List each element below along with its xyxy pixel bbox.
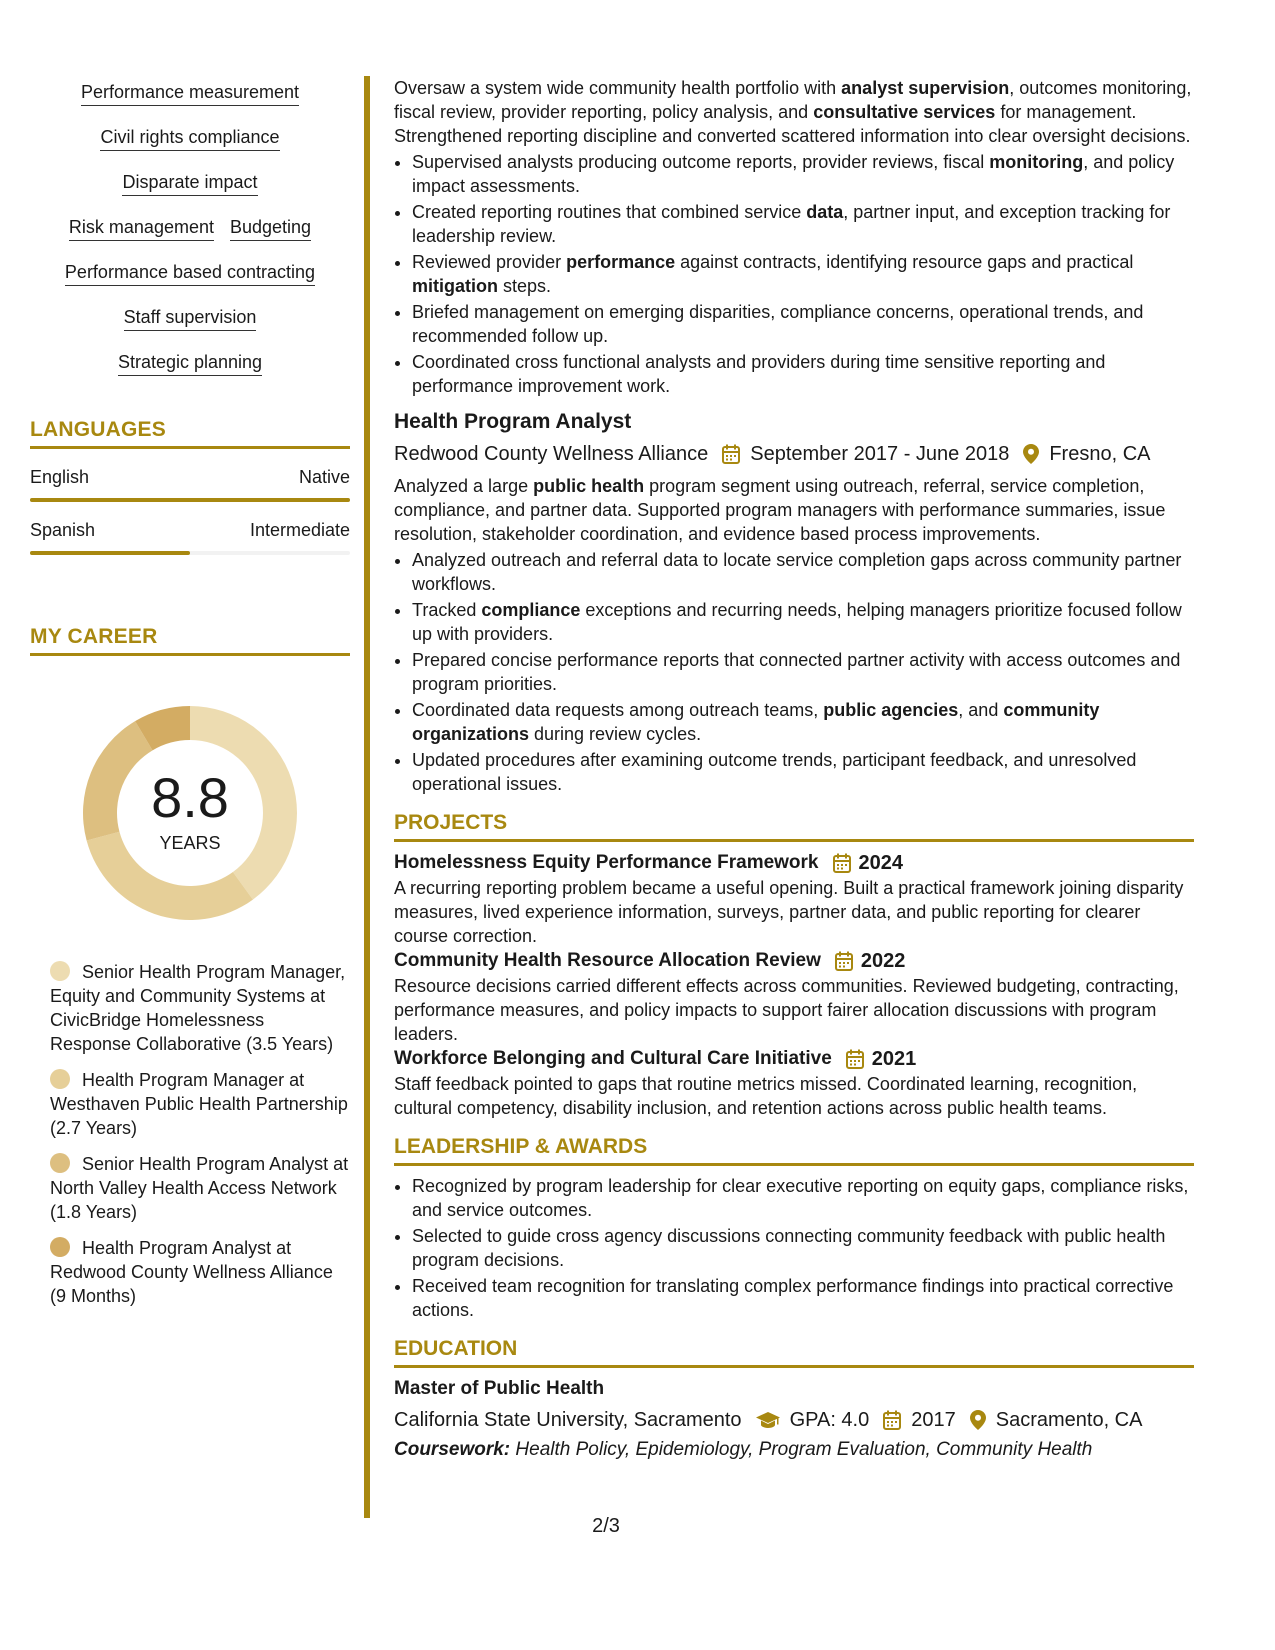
education-school: California State University, Sacramento <box>394 1409 742 1431</box>
legend-dot <box>50 1069 70 1089</box>
skill-tag: Performance measurement <box>81 80 299 106</box>
text: Reviewed provider <box>412 252 567 272</box>
skill-row <box>30 260 350 286</box>
skill-tag: Risk management <box>69 215 214 241</box>
language-bar <box>30 551 350 555</box>
language-bar <box>30 498 350 502</box>
skill-tag: Budgeting <box>230 215 311 241</box>
bold-text: analyst supervision <box>841 78 1010 98</box>
project-year: 2022 <box>860 950 906 972</box>
education-coursework <box>394 1438 1194 1462</box>
text: Coordinated cross functional analysts and providers during time sensitive reporting and performance improvement work. <box>412 352 1106 396</box>
career-heading: MY CAREER <box>30 625 350 656</box>
text: Created reporting routines that combined service <box>412 202 807 222</box>
skill-row <box>30 170 350 196</box>
language-row <box>30 467 350 488</box>
left-column <box>30 80 350 1320</box>
bold-text: performance <box>566 252 676 272</box>
text: , outcomes monitoring, fiscal review, provider reporting, policy analysis, and <box>394 78 1192 122</box>
text: steps. <box>498 276 552 296</box>
text: Analyzed outreach and referral data to locate service completion gaps across community partner workflows. <box>412 550 1182 594</box>
coursework-label: Coursework: <box>394 1439 511 1460</box>
column-divider <box>364 76 370 1518</box>
career-legend-item <box>50 960 350 1056</box>
project-name: Workforce Belonging and Cultural Care Initiative <box>394 1048 832 1069</box>
job-1-bullet <box>412 150 1194 198</box>
projects-list <box>394 850 1194 1120</box>
job-2-meta <box>394 440 1194 468</box>
leadership-item: • Received team recognition for translating complex performance findings into practical corrective actions. <box>412 1274 1194 1322</box>
job-2-bullet <box>412 748 1194 796</box>
career-role-label: Health Program Analyst at Redwood County Wellness Alliance (9 Months) <box>50 1238 333 1306</box>
bold-text: public agencies <box>823 700 959 720</box>
leadership-heading: LEADERSHIP & AWARDS <box>394 1134 1194 1166</box>
text: Briefed management on emerging disparities, compliance concerns, operational trends, and recommended follow up. <box>412 302 1144 346</box>
text: , partner input, and exception tracking for leadership review. <box>412 202 1171 246</box>
job-2-bullet <box>412 598 1194 646</box>
language-name: Spanish <box>30 520 96 540</box>
languages-section <box>30 418 350 555</box>
skill-row <box>30 305 350 331</box>
coursework-list: Health Policy, Epidemiology, Program Evaluation, Community Health <box>515 1439 1093 1460</box>
text: Supervised analysts producing outcome reports, provider reviews, fiscal <box>412 152 990 172</box>
calendar-icon <box>835 951 853 971</box>
career-legend-item <box>50 1152 350 1224</box>
languages-heading: LANGUAGES <box>30 418 350 449</box>
education-year: 2017 <box>911 1409 956 1431</box>
legend-dot <box>50 1237 70 1257</box>
job-2-dates: September 2017 - June 2018 <box>750 443 1010 465</box>
skill-row <box>30 215 350 241</box>
project-item <box>394 1046 1194 1120</box>
project-title <box>394 948 1194 974</box>
text: Prepared concise performance reports that connected partner activity with access outcomes and program priorities. <box>412 650 1181 694</box>
job-2-bullet <box>412 698 1194 746</box>
bold-text: consultative services <box>813 102 996 122</box>
project-description: A recurring reporting problem became a useful opening. Built a practical framework joining disparity measures, lived experience information, surveys, partner data, and public reporting for clearer course correction. <box>394 878 1184 946</box>
text: program segment using outreach, referral, service completion, compliance, and partner data. Supported program managers with performance summaries, issue resolution, stakeholder coordination, and evidence based process improvements. <box>394 476 1166 544</box>
job-2-bullet <box>412 648 1194 696</box>
career-section <box>30 625 350 1308</box>
language-level: Native <box>298 467 350 487</box>
job-1-bullets <box>394 150 1194 398</box>
career-legend <box>30 960 350 1308</box>
education-gpa: GPA: 4.0 <box>789 1409 870 1431</box>
project-year: 2024 <box>858 852 904 874</box>
leadership-item: • Selected to guide cross agency discussions connecting community feedback with public health program decisions. <box>412 1224 1194 1272</box>
education-heading: EDUCATION <box>394 1336 1194 1368</box>
career-role-label: Senior Health Program Analyst at North Valley Health Access Network (1.8 Years) <box>50 1154 349 1222</box>
text: Tracked <box>412 600 482 620</box>
career-legend-item <box>50 1068 350 1140</box>
skill-tag: Performance based contracting <box>65 260 315 286</box>
calendar-icon <box>722 444 740 464</box>
skill-tag: Staff supervision <box>124 305 257 331</box>
bold-text: public health <box>533 476 645 496</box>
job-2-bullets <box>394 548 1194 796</box>
graduation-cap-icon <box>756 1411 780 1429</box>
calendar-icon <box>846 1049 864 1069</box>
language-bar-fill <box>30 551 190 555</box>
text: exceptions and recurring needs, helping managers prioritize focused follow up with providers. <box>412 600 1182 644</box>
education-location: Sacramento, CA <box>995 1409 1143 1431</box>
education-degree: Master of Public Health <box>394 1378 605 1399</box>
skill-row <box>30 350 350 376</box>
project-item <box>394 850 1194 948</box>
leadership-list <box>394 1174 1194 1322</box>
text: Updated procedures after examining outcome trends, participant feedback, and unresolved operational issues. <box>412 750 1137 794</box>
text: against contracts, identifying resource gaps and practical <box>675 252 1134 272</box>
career-role-label: Senior Health Program Manager, Equity and Community Systems at CivicBridge Homelessness Response Collaborative (3.5 Years) <box>50 962 346 1054</box>
bold-text: data <box>806 202 844 222</box>
job-1-summary <box>394 76 1194 148</box>
bold-text: monitoring <box>989 152 1084 172</box>
skill-row <box>30 80 350 106</box>
job-1-bullet <box>412 250 1194 298</box>
bold-text: community organizations <box>412 700 1100 744</box>
language-name: English <box>30 467 90 487</box>
job-2-bullet <box>412 548 1194 596</box>
project-description: Staff feedback pointed to gaps that routine metrics missed. Coordinated learning, recognition, cultural competency, disability inclusion, and retention actions across public health teams. <box>394 1074 1138 1118</box>
text: , and <box>958 700 1004 720</box>
text: Coordinated data requests among outreach teams, <box>412 700 824 720</box>
project-name: Community Health Resource Allocation Review <box>394 950 821 971</box>
text: Analyzed a large <box>394 476 534 496</box>
skill-tag: Disparate impact <box>122 170 257 196</box>
text: during review cycles. <box>529 724 702 744</box>
language-level: Intermediate <box>249 520 350 540</box>
projects-section <box>394 810 1194 1120</box>
calendar-icon <box>833 853 851 873</box>
job-2-location: Fresno, CA <box>1049 443 1151 465</box>
text: , and policy impact assessments. <box>412 152 1175 196</box>
bold-text: mitigation <box>412 276 498 296</box>
bold-text: compliance <box>481 600 581 620</box>
calendar-icon <box>883 1410 901 1430</box>
career-role-label: Health Program Manager at Westhaven Public Health Partnership (2.7 Years) <box>50 1070 348 1138</box>
career-years-label: YEARS <box>159 833 221 853</box>
job-1 <box>394 76 1194 398</box>
job-1-bullet <box>412 200 1194 248</box>
language-bar-fill <box>30 498 350 502</box>
career-legend-item <box>50 1236 350 1308</box>
text: for management. Strengthened reporting discipline and converted scattered information into clear oversight decisions. <box>394 102 1191 146</box>
project-title <box>394 1046 1194 1072</box>
location-pin-icon <box>1023 444 1039 464</box>
education-meta <box>394 1406 1194 1434</box>
leadership-item: • Recognized by program leadership for clear executive reporting on equity gaps, compliance risks, and service outcomes. <box>412 1174 1194 1222</box>
project-title <box>394 850 1194 876</box>
career-donut-chart <box>75 698 305 928</box>
job-1-bullet <box>412 350 1194 398</box>
job-2-summary <box>394 474 1194 546</box>
job-2 <box>394 408 1194 796</box>
right-column <box>394 76 1194 1462</box>
project-year: 2021 <box>871 1048 917 1070</box>
skill-tag: Civil rights compliance <box>100 125 279 151</box>
project-name: Homelessness Equity Performance Framework <box>394 852 819 873</box>
job-2-title: Health Program Analyst <box>394 410 632 433</box>
legend-dot <box>50 961 70 981</box>
location-pin-icon <box>970 1410 986 1430</box>
projects-heading: PROJECTS <box>394 810 1194 842</box>
languages-list <box>30 467 350 555</box>
leadership-section <box>394 1134 1194 1322</box>
job-2-company: Redwood County Wellness Alliance <box>394 443 709 465</box>
legend-dot <box>50 1153 70 1173</box>
project-item <box>394 948 1194 1046</box>
job-1-bullet <box>412 300 1194 348</box>
skills-list <box>30 80 350 376</box>
language-row <box>30 520 350 541</box>
page-number: 2/3 <box>592 1515 620 1537</box>
skill-row <box>30 125 350 151</box>
skill-tag: Strategic planning <box>118 350 262 376</box>
education-section <box>394 1336 1194 1462</box>
text: Oversaw a system wide community health portfolio with <box>394 78 842 98</box>
career-total-years: 8.8 <box>151 766 229 829</box>
project-description: Resource decisions carried different effects across communities. Reviewed budgeting, contracting, performance measures, and policy impacts to support fairer allocation discussions with program leaders. <box>394 976 1179 1044</box>
